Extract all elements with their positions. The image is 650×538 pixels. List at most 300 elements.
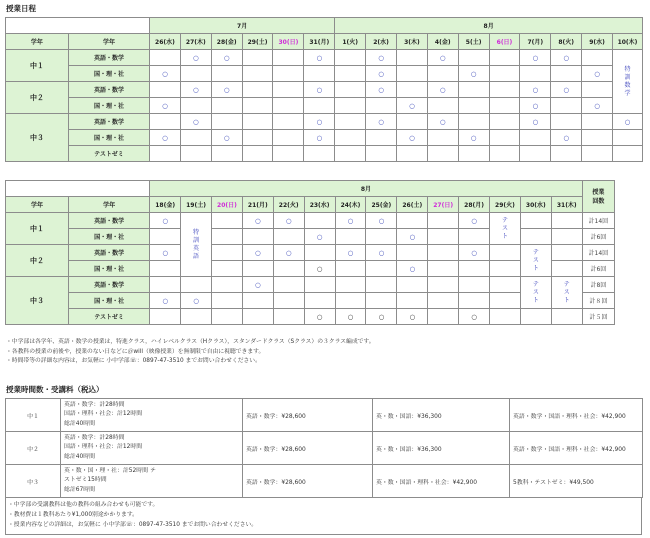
vertical-char: テ (563, 280, 570, 288)
date-header: 7(月) (520, 34, 551, 50)
fee-detail-line: 総計40時間 (64, 420, 96, 427)
mark-cell (551, 309, 582, 325)
mark-cell (551, 245, 582, 261)
mark-cell: ○ (397, 309, 428, 325)
mark-cell (180, 66, 211, 82)
mark-cell (458, 50, 489, 66)
mark-cell: ○ (242, 213, 273, 229)
mark-cell (304, 277, 335, 293)
mark-cell (180, 130, 211, 146)
date-header: 31(月) (304, 34, 335, 50)
fee-row (6, 465, 643, 498)
vertical-char: ト (532, 296, 539, 304)
test-label (490, 213, 521, 245)
mark-cell (273, 98, 304, 114)
fee-detail-line: ストゼミ15時間 (64, 477, 107, 484)
date-header: 6(日) (489, 34, 520, 50)
table-row (6, 98, 643, 114)
mark-cell: ○ (180, 50, 211, 66)
mark-cell (335, 98, 366, 114)
mark-cell: ○ (150, 213, 181, 229)
mark-cell (273, 82, 304, 98)
mark-cell (520, 309, 551, 325)
mark-cell: ○ (211, 130, 242, 146)
mark-cell: ○ (304, 82, 335, 98)
mark-cell (520, 146, 551, 162)
date-header: 8(火) (551, 34, 582, 50)
mark-cell: ○ (150, 245, 181, 261)
vertical-char: 数 (624, 81, 631, 89)
schedule-table-july-august (5, 17, 643, 162)
mark-cell (273, 130, 304, 146)
fee-option: 英・数・国語：¥36,300 (373, 432, 510, 465)
mark-cell: ○ (582, 66, 613, 82)
fee-note-line: ・中学部の受講教科は他の教科の組み合わせも可能です。 (8, 502, 159, 508)
mark-cell (490, 309, 521, 325)
mark-cell (335, 66, 366, 82)
fee-details (61, 465, 243, 498)
fee-row (6, 432, 643, 465)
mark-cell (242, 66, 273, 82)
date-header: 29(土) (242, 34, 273, 50)
mark-cell (427, 98, 458, 114)
mark-cell (150, 229, 181, 245)
subject-cell: 国・理・社 (68, 293, 149, 309)
month-header: 7月 (150, 18, 335, 34)
mark-cell: ○ (551, 130, 582, 146)
mark-cell (304, 245, 335, 261)
grade-cell: 中２ (6, 245, 69, 277)
grade-cell: 中３ (6, 277, 69, 325)
fee-option: 英語・数学：¥28,600 (243, 432, 373, 465)
mark-cell (459, 293, 490, 309)
fee-option: 英・数・国語・理科・社会：¥42,900 (373, 465, 510, 498)
mark-cell (428, 277, 459, 293)
mark-cell (582, 82, 613, 98)
mark-cell (366, 293, 397, 309)
mark-cell (273, 229, 304, 245)
mark-cell (212, 245, 243, 261)
table-row (6, 82, 643, 98)
vertical-char: 特 (193, 228, 200, 236)
mark-cell (612, 146, 642, 162)
subject-cell: 英語・数学 (68, 114, 149, 130)
mark-cell (335, 114, 366, 130)
mark-cell (582, 146, 613, 162)
schedule-notes (6, 338, 375, 367)
date-header: 31(木) (551, 197, 582, 213)
mark-cell: ○ (366, 50, 397, 66)
mark-cell (458, 114, 489, 130)
date-header: 26(土) (397, 197, 428, 213)
mark-cell (304, 213, 335, 229)
mark-cell (181, 309, 212, 325)
special-training-english (181, 213, 212, 277)
vertical-char: ト (501, 232, 508, 240)
mark-cell: ○ (427, 82, 458, 98)
subject-cell: 英語・数学 (68, 213, 149, 229)
special-training-math (612, 50, 642, 114)
fee-detail-line: 国語・理科・社会：計12時間 (64, 444, 143, 451)
mark-cell (335, 293, 366, 309)
subject-cell: 国・理・社 (68, 66, 149, 82)
mark-cell (397, 245, 428, 261)
mark-cell (489, 66, 520, 82)
subject-cell: 英語・数学 (68, 82, 149, 98)
mark-cell (489, 146, 520, 162)
mark-cell (520, 229, 551, 245)
fee-option: 英語・数学・国語・理科・社会：¥42,900 (510, 432, 643, 465)
mark-cell: ○ (612, 114, 642, 130)
mark-cell (273, 50, 304, 66)
mark-cell (427, 66, 458, 82)
count-header-line: 授業 (592, 188, 605, 196)
mark-cell: ○ (366, 66, 397, 82)
mark-cell: ○ (459, 309, 490, 325)
mark-cell: ○ (304, 50, 335, 66)
mark-cell: ○ (458, 66, 489, 82)
mark-cell (304, 98, 335, 114)
mark-cell: ○ (520, 82, 551, 98)
subject-cell: 国・理・社 (68, 229, 149, 245)
fees-title: 授業時間数・受講料（税込） (6, 385, 104, 394)
mark-cell (366, 229, 397, 245)
mark-cell: ○ (304, 309, 335, 325)
table-row (6, 229, 615, 245)
count-header (582, 181, 614, 213)
mark-cell (273, 261, 304, 277)
count-cell: 計8回 (582, 277, 614, 293)
mark-cell (366, 261, 397, 277)
mark-cell (427, 146, 458, 162)
grade-cell: 中２ (6, 82, 69, 114)
mark-cell (335, 50, 366, 66)
fee-option: 英語・数学・国語・理科・社会：¥42,900 (510, 399, 643, 432)
mark-cell (335, 82, 366, 98)
mark-cell (180, 146, 211, 162)
table-row (6, 114, 643, 130)
mark-cell: ○ (396, 98, 427, 114)
date-header: 4(金) (427, 34, 458, 50)
header-blank (6, 18, 150, 34)
subject-header: 学年 (68, 197, 149, 213)
mark-cell (458, 98, 489, 114)
mark-cell (212, 261, 243, 277)
mark-cell: ○ (304, 130, 335, 146)
fee-note-line: ・教材費は１教科あたり¥1,000別途かかります。 (8, 512, 138, 518)
mark-cell: ○ (181, 293, 212, 309)
mark-cell (273, 309, 304, 325)
date-header: 1(火) (335, 34, 366, 50)
mark-cell: ○ (520, 98, 551, 114)
mark-cell: ○ (366, 245, 397, 261)
mark-cell (150, 82, 181, 98)
fee-row (6, 399, 643, 432)
mark-cell (150, 309, 181, 325)
mark-cell (428, 261, 459, 277)
mark-cell (396, 50, 427, 66)
mark-cell (428, 245, 459, 261)
mark-cell (396, 82, 427, 98)
mark-cell: ○ (180, 114, 211, 130)
mark-cell (551, 66, 582, 82)
note-line: ・時間帯等の詳細な内容は，お気軽に 小中学部☏：0897-47-3510 までお問い合わせください。 (6, 358, 261, 365)
mark-cell (273, 277, 304, 293)
vertical-char: テ (501, 216, 508, 224)
mark-cell (335, 277, 366, 293)
vertical-char: テ (532, 280, 539, 288)
mark-cell (427, 130, 458, 146)
grade-cell: 中１ (6, 213, 69, 245)
mark-cell (582, 114, 613, 130)
mark-cell (428, 293, 459, 309)
mark-cell (366, 98, 397, 114)
mark-cell (458, 146, 489, 162)
date-header: 22(火) (273, 197, 304, 213)
date-header: 26(水) (150, 34, 181, 50)
mark-cell (273, 293, 304, 309)
mark-cell (335, 229, 366, 245)
grade-header: 学年 (6, 197, 69, 213)
mark-cell: ○ (520, 114, 551, 130)
subject-cell: 国・理・社 (68, 98, 149, 114)
mark-cell (211, 114, 242, 130)
vertical-char: ス (563, 288, 570, 296)
subject-cell: 英語・数学 (68, 245, 149, 261)
mark-cell (490, 277, 521, 293)
mark-cell (242, 261, 273, 277)
mark-cell: ○ (335, 213, 366, 229)
mark-cell (150, 261, 181, 277)
subject-cell: 英語・数学 (68, 277, 149, 293)
fee-detail-line: 英語・数学：計28時間 (64, 401, 125, 408)
mark-cell (242, 98, 273, 114)
mark-cell (212, 293, 243, 309)
fee-level: 中２ (6, 432, 61, 465)
date-header: 27(木) (180, 34, 211, 50)
date-header: 19(土) (181, 197, 212, 213)
date-header: 28(金) (211, 34, 242, 50)
mark-cell (489, 98, 520, 114)
mark-cell (428, 309, 459, 325)
fee-detail-line: 英・数・国・理・社：計52時間 テ (64, 467, 156, 474)
count-cell: 計14回 (582, 213, 614, 229)
mark-cell (551, 229, 582, 245)
count-cell: 計6回 (582, 229, 614, 245)
mark-cell: ○ (459, 245, 490, 261)
subject-header: 学年 (68, 34, 149, 50)
mark-cell (335, 130, 366, 146)
mark-cell (396, 114, 427, 130)
mark-cell (582, 50, 613, 66)
mark-cell (273, 66, 304, 82)
mark-cell: ○ (211, 82, 242, 98)
date-header: 24(木) (335, 197, 366, 213)
date-header: 21(月) (242, 197, 273, 213)
mark-cell (304, 146, 335, 162)
mark-cell (551, 146, 582, 162)
mark-cell: ○ (427, 114, 458, 130)
mark-cell: ○ (180, 82, 211, 98)
mark-cell (242, 50, 273, 66)
header-row (6, 18, 643, 34)
mark-cell: ○ (366, 82, 397, 98)
mark-cell: ○ (397, 261, 428, 277)
subject-cell: テストゼミ (68, 309, 149, 325)
mark-cell (489, 82, 520, 98)
mark-cell (459, 261, 490, 277)
month-header: 8月 (335, 18, 643, 34)
test-label (520, 277, 551, 309)
mark-cell: ○ (211, 50, 242, 66)
mark-cell (490, 293, 521, 309)
mark-cell (366, 130, 397, 146)
mark-cell (459, 229, 490, 245)
fee-level: 中１ (6, 399, 61, 432)
mark-cell (489, 130, 520, 146)
mark-cell (242, 146, 273, 162)
fee-detail-line: 総計40時間 (64, 453, 96, 460)
mark-cell (551, 114, 582, 130)
schedule-title: 授業日程 (6, 4, 36, 13)
vertical-char: ト (563, 296, 570, 304)
vertical-char: テ (532, 248, 539, 256)
mark-cell (489, 50, 520, 66)
mark-cell: ○ (427, 50, 458, 66)
mark-cell (428, 229, 459, 245)
mark-cell (180, 98, 211, 114)
mark-cell: ○ (304, 261, 335, 277)
mark-cell (242, 293, 273, 309)
fees-table (5, 398, 643, 498)
mark-cell (242, 82, 273, 98)
mark-cell (551, 261, 582, 277)
mark-cell: ○ (551, 82, 582, 98)
mark-cell (273, 146, 304, 162)
mark-cell (211, 146, 242, 162)
vertical-char: 英 (193, 244, 200, 252)
date-header: 20(日) (212, 197, 243, 213)
fee-note-line: ・授業内容などの詳細は，お気軽に 小中学部☏：0897-47-3510 までお問い合わせください。 (8, 522, 258, 528)
mark-cell (520, 130, 551, 146)
count-cell: 計14回 (582, 245, 614, 261)
mark-cell (366, 146, 397, 162)
mark-cell: ○ (150, 130, 181, 146)
mark-cell: ○ (366, 309, 397, 325)
mark-cell (335, 146, 366, 162)
mark-cell (459, 277, 490, 293)
mark-cell (396, 66, 427, 82)
mark-cell (242, 114, 273, 130)
subject-cell: 英語・数学 (68, 50, 149, 66)
mark-cell (366, 277, 397, 293)
mark-cell: ○ (458, 130, 489, 146)
mark-cell: ○ (396, 130, 427, 146)
mark-cell (273, 114, 304, 130)
mark-cell (458, 82, 489, 98)
vertical-char: 特 (624, 65, 631, 73)
date-header: 10(木) (612, 34, 642, 50)
mark-cell (304, 66, 335, 82)
grade-header: 学年 (6, 34, 69, 50)
mark-cell (551, 213, 582, 229)
mark-cell: ○ (459, 213, 490, 229)
count-cell: 計6回 (582, 261, 614, 277)
mark-cell (520, 66, 551, 82)
count-cell: 計５回 (582, 309, 614, 325)
mark-cell: ○ (150, 98, 181, 114)
schedule-table-august (5, 180, 615, 325)
date-header: 2(水) (366, 34, 397, 50)
mark-cell: ○ (273, 213, 304, 229)
table-row (6, 309, 615, 325)
mark-cell: ○ (150, 293, 181, 309)
table-row (6, 130, 643, 146)
table-row (6, 277, 615, 293)
mark-cell (212, 229, 243, 245)
date-header: 9(水) (582, 34, 613, 50)
date-header: 25(金) (366, 197, 397, 213)
mark-cell (612, 130, 642, 146)
mark-cell: ○ (304, 114, 335, 130)
grade-cell: 中１ (6, 50, 69, 82)
fee-details (61, 399, 243, 432)
mark-cell (150, 50, 181, 66)
mark-cell (211, 98, 242, 114)
table-row (6, 213, 615, 229)
mark-cell (490, 245, 521, 261)
table-row (6, 50, 643, 66)
subject-cell: 国・理・社 (68, 261, 149, 277)
table-row (6, 66, 643, 82)
mark-cell (489, 114, 520, 130)
grade-cell: 中３ (6, 114, 69, 162)
fee-details (61, 432, 243, 465)
mark-cell (150, 146, 181, 162)
count-cell: 計８回 (582, 293, 614, 309)
fee-option: 英・数・国語：¥36,300 (373, 399, 510, 432)
vertical-char: ス (501, 224, 508, 232)
mark-cell: ○ (304, 229, 335, 245)
vertical-char: ス (532, 288, 539, 296)
date-header: 30(水) (520, 197, 551, 213)
mark-cell (397, 293, 428, 309)
fee-option: 英語・数学：¥28,600 (243, 399, 373, 432)
fee-detail-line: 国語・理科・社会：計12時間 (64, 411, 143, 418)
table-row (6, 245, 615, 261)
note-line: ・中学部は各学年、英語・数学の授業は，特進クラス，ハイレベルクラス（Hクラス），スタンダードクラス（Sクラス）の３クラス編成です。 (6, 339, 375, 345)
mark-cell (397, 213, 428, 229)
mark-cell (551, 98, 582, 114)
mark-cell: ○ (335, 309, 366, 325)
mark-cell: ○ (366, 213, 397, 229)
date-header: 3(木) (396, 34, 427, 50)
fee-option: 英語・数学：¥28,600 (243, 465, 373, 498)
header-row (6, 197, 615, 213)
header-row (6, 181, 615, 197)
fee-notes (8, 500, 257, 530)
mark-cell (490, 261, 521, 277)
mark-cell (335, 261, 366, 277)
mark-cell (397, 277, 428, 293)
mark-cell (582, 130, 613, 146)
mark-cell (212, 277, 243, 293)
vertical-char: ス (532, 256, 539, 264)
vertical-char: 学 (624, 89, 631, 97)
fee-notes-box (5, 498, 642, 535)
vertical-char: 語 (193, 252, 200, 260)
mark-cell (242, 130, 273, 146)
